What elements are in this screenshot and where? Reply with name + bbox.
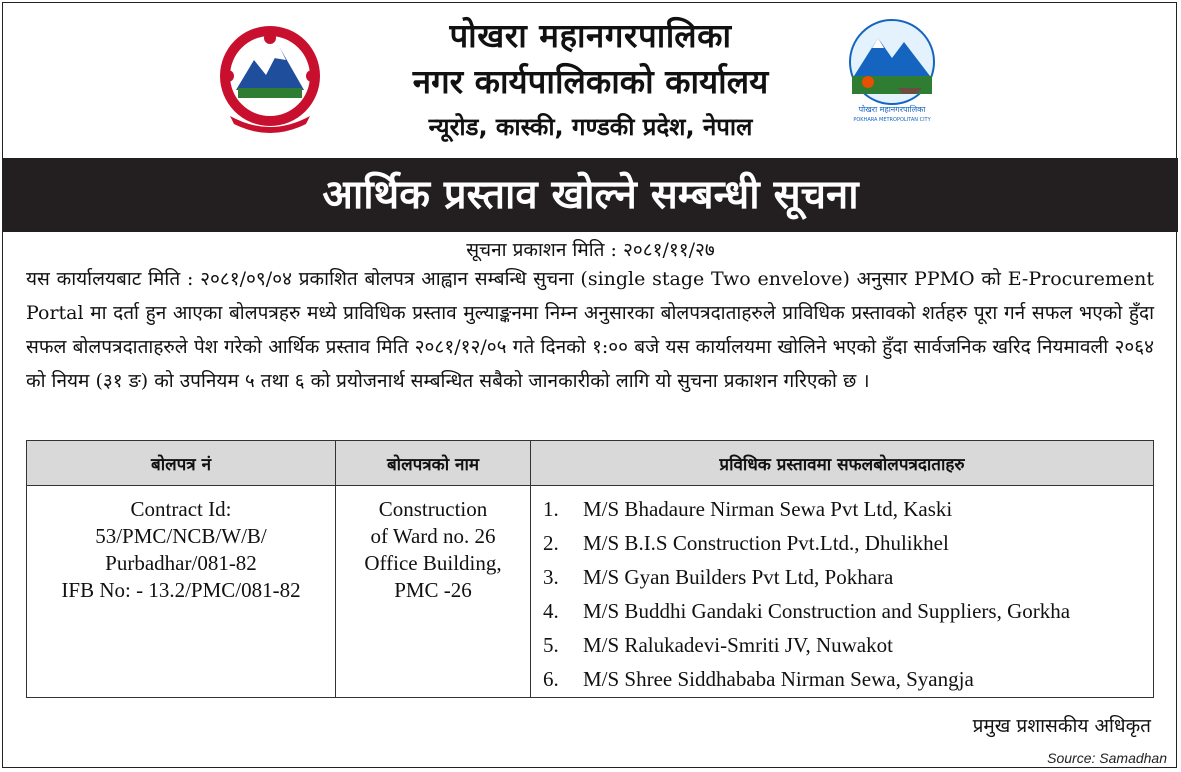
project-name-line: Office Building,	[364, 551, 502, 575]
project-name-line: PMC -26	[394, 578, 472, 602]
notice-header	[0, 0, 1181, 158]
project-name-line: of Ward no. 26	[370, 524, 496, 548]
bidder-number: 6.	[543, 667, 559, 691]
project-name-line: Construction	[378, 497, 488, 521]
pmc-logo-text: पोखरा महानगरपालिका	[858, 105, 926, 114]
header-bid-name: बोलपत्रको नाम	[336, 441, 531, 486]
contract-line: 53/PMC/NCB/W/B/	[95, 524, 267, 548]
bidder-name: M/S Ralukadevi-Smriti JV, Nuwakot	[583, 633, 893, 657]
notice-body: यस कार्यालयबाट मिति : २०८१/०९/०४ प्रकाशित बोलपत्र आह्वान सम्बन्धि सुचना (single stage Two envelove) अनुसार PPMO को E-Procurement Portal मा दर्ता हुन आएका बोलपत्रहरु मध्ये प्राविधिक प्रस्ताव मुल्याङ्कनमा निम्न अनुसारका बोलपत्रदाताहरुले प्राविधिक प्रस्तावको शर्तहरु पूरा गर्न सफल भएको हुँदा सफल बोलपत्रदाताहरुले पेश गरेको आर्थिक प्रस्ताव मिति २०८१/१२/०५ गते दिनको १:०० बजे यस कार्यालयमा खोलिने भएको हुँदा सार्वजनिक खरिद नियमावली २०६४ को नियम (३१ ङ) को उपनियम ५ तथा ६ को प्रयोजनार्थ सम्बन्धित सबैको जानकारीको लागि यो सुचना प्रकाशन गरिएको छ ।	[26, 268, 1154, 392]
bidder-number: 4.	[543, 599, 559, 623]
list-item	[543, 662, 1152, 696]
bidders-list	[543, 492, 1152, 696]
contract-line: Purbadhar/081-82	[105, 551, 257, 575]
header-successful-bidders: प्रविधिक प्रस्तावमा सफलबोलपत्रदाताहरु	[531, 441, 1154, 486]
list-item	[543, 594, 1152, 628]
source-credit: Source: Samadhan	[1047, 750, 1167, 766]
office-address: न्यूरोड, कास्की, गण्डकी प्रदेश, नेपाल	[428, 113, 753, 141]
bidder-number: 3.	[543, 565, 559, 589]
publication-date: सूचना प्रकाशन मिति : २०८१/११/२७	[466, 239, 715, 261]
bidders-cell	[531, 486, 1154, 698]
municipality-name: पोखरा महानगरपालिका	[449, 16, 732, 55]
bidder-name: M/S Shree Siddhababa Nirman Sewa, Syangja	[583, 667, 974, 691]
table-row	[27, 486, 1154, 698]
notice-title: आर्थिक प्रस्ताव खोल्ने सम्बन्धी सूचना	[3, 158, 1178, 232]
bidder-name: M/S Buddhi Gandaki Construction and Suppliers, Gorkha	[583, 599, 1071, 623]
list-item	[543, 560, 1152, 594]
list-item	[543, 492, 1152, 526]
table-header-row	[27, 441, 1154, 486]
ifb-number: IFB No: - 13.2/PMC/081-82	[61, 578, 301, 602]
bidder-number: 1.	[543, 497, 559, 521]
list-item	[543, 628, 1152, 662]
bidders-table	[26, 440, 1154, 698]
bidder-name: M/S Gyan Builders Pvt Ltd, Pokhara	[583, 565, 894, 589]
office-name: नगर कार्यपालिकाको कार्यालय	[412, 62, 769, 101]
contract-id-cell	[27, 486, 336, 698]
pokhara-metropolitan-logo	[838, 16, 946, 124]
bidder-number: 5.	[543, 633, 559, 657]
bidder-name: M/S Bhadaure Nirman Sewa Pvt Ltd, Kaski	[583, 497, 953, 521]
project-name-cell	[336, 486, 531, 698]
signatory: प्रमुख प्रशासकीय अधिकृत	[972, 715, 1151, 737]
list-item	[543, 526, 1152, 560]
contract-line: Contract Id:	[130, 497, 232, 521]
header-bid-number: बोलपत्र नं	[27, 441, 336, 486]
pmc-logo-subtext: POKHARA METROPOLITAN CITY	[853, 117, 931, 123]
bidder-number: 2.	[543, 531, 559, 555]
bidder-name: M/S B.I.S Construction Pvt.Ltd., Dhulikhel	[583, 531, 949, 555]
